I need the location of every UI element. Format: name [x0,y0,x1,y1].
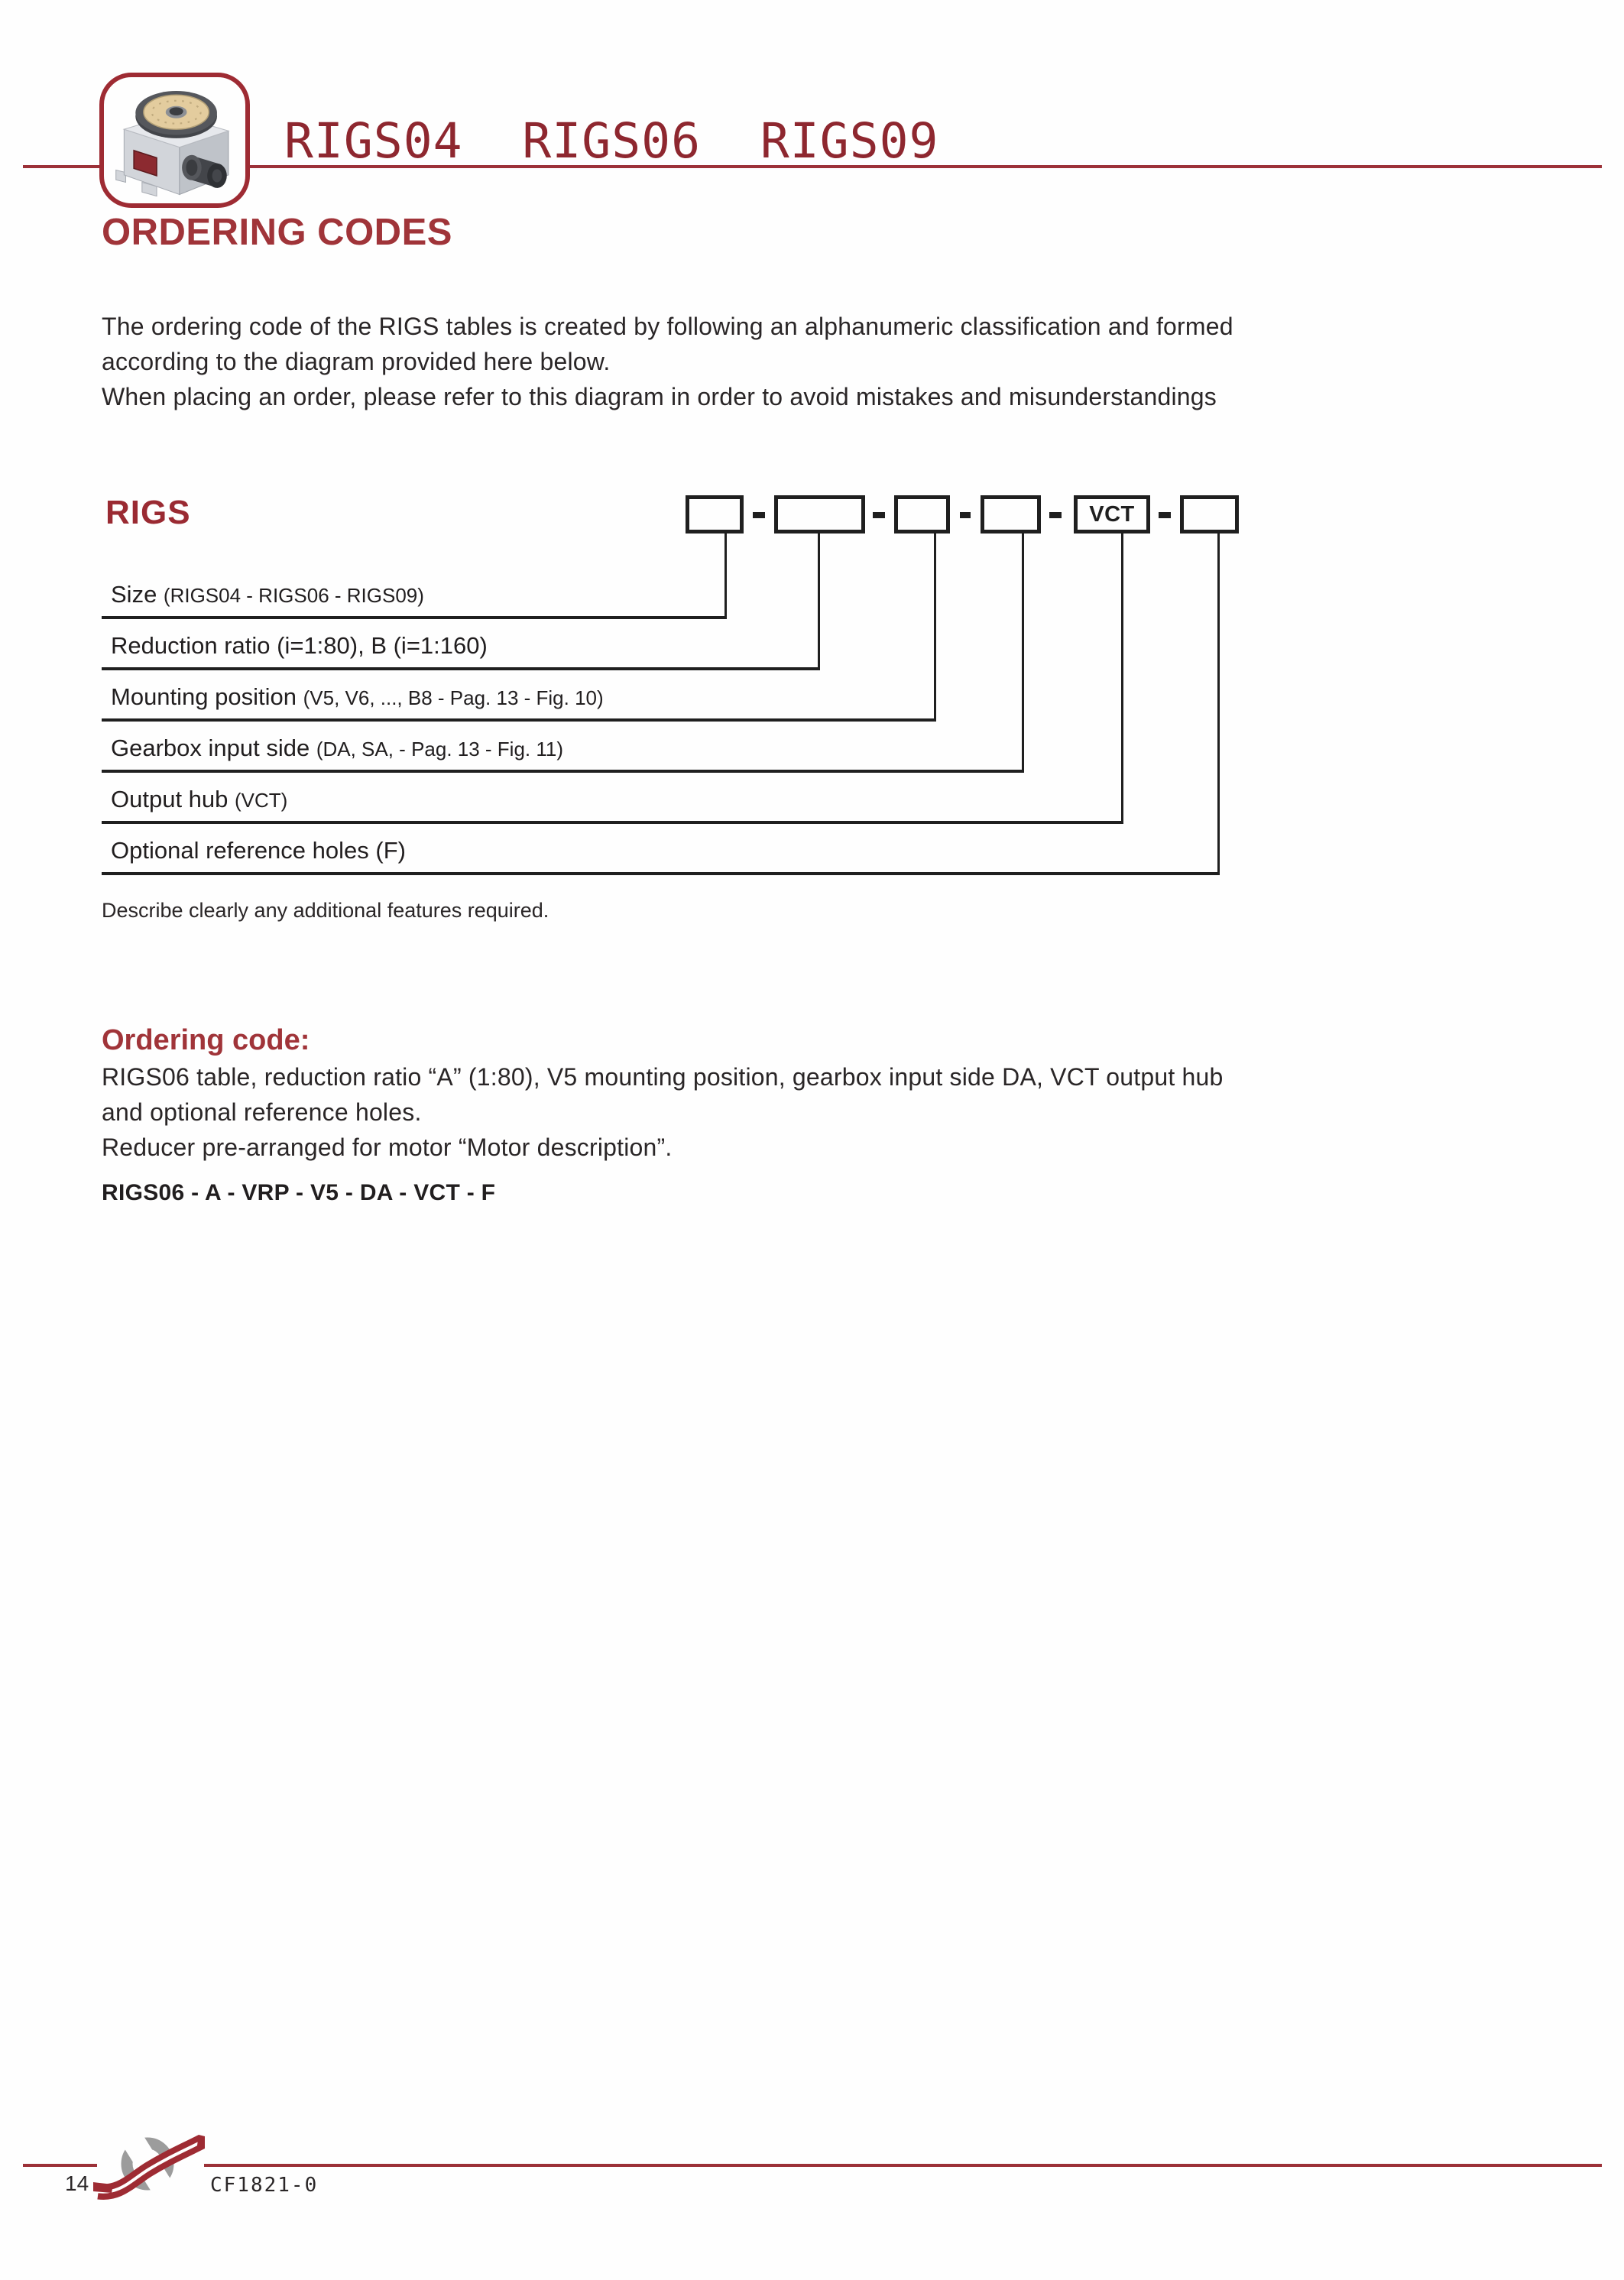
footer-page-number: 14 [65,2171,89,2195]
diagram-row-rule [102,770,1024,773]
row-detail-text: (i=1:80), B (i=1:160) [277,632,488,659]
connector-line-reference-holes [1217,534,1220,875]
company-logo [90,2129,205,2205]
row-label-text: Gearbox input side [111,735,316,761]
diagram-note: Describe clearly any additional features required. [102,899,549,922]
connector-line-gearbox-input-side [1022,534,1024,773]
diagram-row-gearbox-input-side [111,735,563,762]
diagram-row-rule [102,616,727,619]
footer-rule-right [204,2164,1602,2167]
diagram-row-output-hub [111,786,287,813]
code-box-output-hub [1074,495,1150,534]
diagram-row-rule [102,872,1220,875]
ordering-line: Reducer pre-arranged for motor “Motor description”. [102,1134,673,1161]
footer-rule-left [23,2164,97,2167]
connector-line-output-hub [1121,534,1123,824]
footer-document-code: CF1821-0 [210,2174,319,2197]
diagram-row-mounting-position [111,683,604,711]
section-heading-ordering-codes: ORDERING CODES [102,212,452,253]
product-logo-frame [99,73,250,208]
code-box-mounting-position [894,495,950,534]
code-separator-dash [753,512,765,518]
row-label-text: Size [111,581,164,608]
intro-line: When placing an order, please refer to this diagram in order to avoid mistakes and misunderstandings [102,383,1217,410]
code-box-value [689,499,740,530]
code-separator-dash [960,512,971,518]
intro-line: The ordering code of the RIGS tables is created by following an alphanumeric classification and formed [102,313,1233,340]
code-box-size [686,495,744,534]
diagram-row-rule [102,667,820,670]
rotary-table-product-image [104,79,245,201]
row-detail-text: (RIGS04 - RIGS06 - RIGS09) [163,584,424,607]
connector-line-reduction-ratio [818,534,820,670]
intro-line: according to the diagram provided here below. [102,348,611,375]
ordering-line: RIGS06 table, reduction ratio “A” (1:80), V5 mounting position, gearbox input side DA, VCT output hub [102,1063,1224,1091]
diagram-row-rule [102,718,936,722]
row-label-text: Mounting position [111,683,303,710]
diagram-row-reduction-ratio [111,632,488,660]
row-label-text: Reduction ratio [111,632,277,659]
row-detail-text: (VCT) [235,789,288,812]
row-detail-text: (V5, V6, ..., B8 - Pag. 13 - Fig. 10) [303,686,604,709]
page-title: RIGS04 RIGS06 RIGS09 [284,113,939,169]
code-separator-dash [1159,512,1171,518]
code-box-value [778,499,861,530]
ordering-code-heading: Ordering code: [102,1024,310,1056]
code-separator-dash [873,512,885,518]
row-detail-text: (DA, SA, - Pag. 13 - Fig. 11) [316,738,564,761]
connector-line-mounting-position [934,534,936,722]
row-label-text: Output hub [111,786,235,812]
diagram-row-rule [102,821,1123,824]
code-box-value: VCT [1089,501,1135,527]
diagram-rigs-label: RIGS [105,494,191,531]
code-box-value [1184,499,1235,530]
code-box-reference-holes [1180,495,1239,534]
code-separator-dash [1049,512,1062,518]
ordering-line: and optional reference holes. [102,1098,422,1126]
diagram-row-size [111,581,424,608]
code-box-reduction-ratio [774,495,865,534]
code-box-value [898,499,946,530]
connector-line-size [724,534,727,619]
code-box-gearbox-input-side [981,495,1041,534]
code-box-value [984,499,1037,530]
row-detail-text: (F) [375,837,406,864]
row-label-text: Optional reference holes [111,837,376,864]
ordering-code-string: RIGS06 - A - VRP - V5 - DA - VCT - F [102,1180,496,1205]
diagram-row-reference-holes [111,837,406,864]
